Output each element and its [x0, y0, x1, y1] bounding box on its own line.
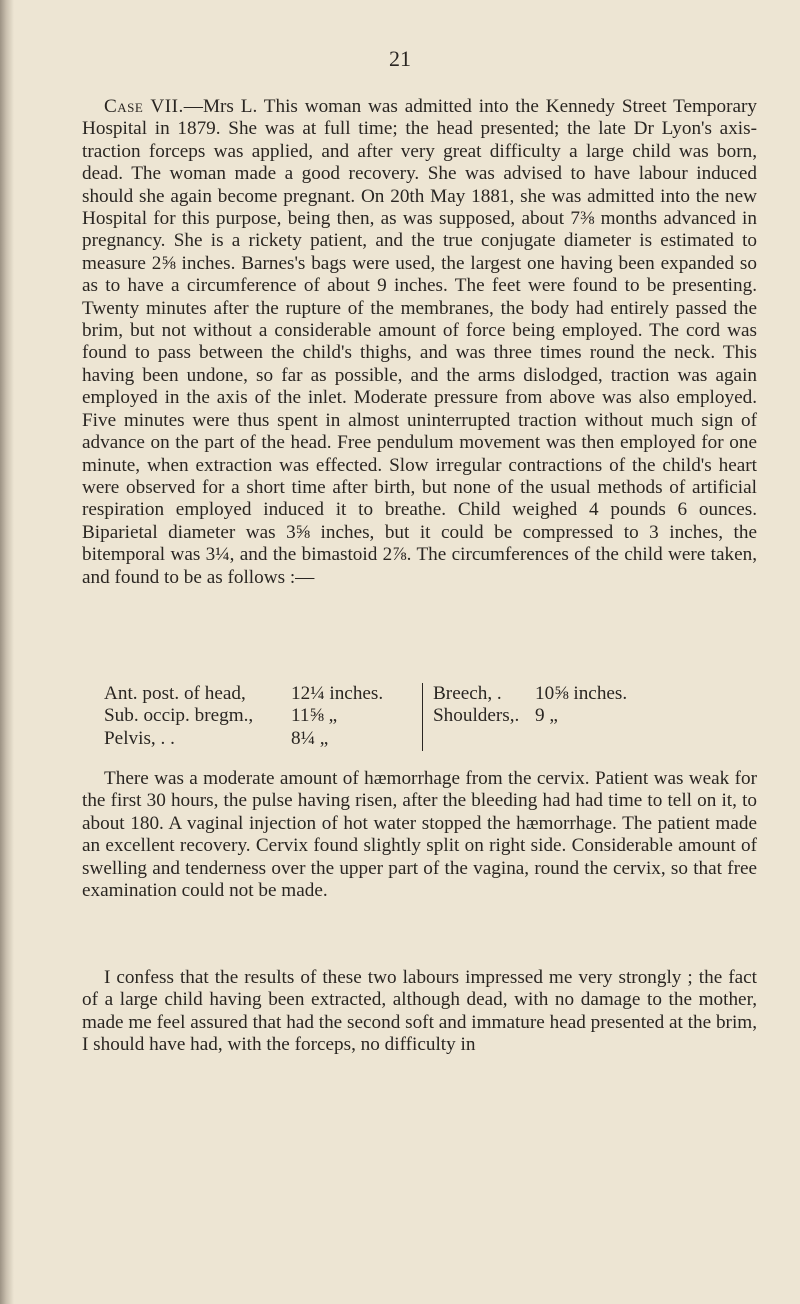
measurement-value: 9 „	[535, 705, 558, 727]
measurement-row	[433, 683, 753, 705]
measurement-value: 8¼ „	[291, 727, 329, 749]
paragraph-confession: I confess that the results of these two labours impressed me very strongly ; the fact of a large child having been extracted, although dead, with no damage to the mother, made me feel assured that had the second soft and immature head presented at the brim, I should have had, with the forceps, no difficulty in	[82, 967, 757, 1056]
measurement-value: 12¼ inches.	[291, 683, 384, 704]
measurement-row	[104, 728, 404, 750]
measurement-row	[104, 683, 404, 705]
measurements-right-column	[422, 683, 753, 751]
measurement-label: Breech, .	[433, 683, 502, 704]
page-number: 21	[389, 46, 411, 71]
measurement-row	[433, 705, 753, 727]
measurement-label: Shoulders,.	[433, 705, 520, 727]
case-label: Case VII.	[104, 96, 184, 117]
measurement-label: Sub. occip. bregm.,	[104, 705, 254, 727]
page-edge-shadow	[0, 0, 14, 1304]
measurements-left-column	[104, 683, 404, 750]
paragraph-haemorrhage: There was a moderate amount of hæmorrhage from the cervix. Patient was weak for the first 30 hours, the pulse having risen, after the bleeding had had time to tell on it, to about 180. A vaginal injection of hot water stopped the hæmorrhage. The patient made an excellent recovery. Cervix found slightly split on right side. Considerable amount of swelling and tenderness over the upper part of the vagina, round the cervix, so that free examination could not be made.	[82, 768, 757, 902]
measurement-row	[104, 705, 404, 727]
measurement-label: Pelvis, . .	[104, 727, 175, 749]
paragraph-case-vii	[82, 96, 757, 589]
measurement-value: 11⅝ „	[291, 705, 338, 727]
measurement-label: Ant. post. of head,	[104, 683, 246, 704]
measurement-value: 10⅝ inches.	[535, 683, 628, 704]
paragraph-case-vii-body: —Mrs L. This woman was admitted into the Kennedy Street Temporary Hospital in 1879. She was at full time; the head presented; the late Dr Lyon's axis-traction forceps was applied, and after very great difficulty a large child was born, dead. The woman made a good recovery. She was advised to have labour induced should she again become pregnant. On 20th May 1881, she was admitted into the new Hospital for this purpose, being then, as was supposed, about 7⅜ months advanced in pregnancy. She is a rickety patient, and the true conjugate diameter is estimated to measure 2⅝ inches. Barnes's bags were used, the largest one having been expanded so as to have a circumference of about 9 inches. The feet were found to be presenting. Twenty minutes after the rupture of the membranes, the body had entirely passed the brim, but not without a considerable amount of force being employed. The cord was found to pass between the child's thighs, and was three times round the neck. This having been undone, so far as possible, and the arms dislodged, traction was again employed in the axis of the inlet. Moderate pressure from above was also employed. Five minutes were thus spent in almost uninterrupted traction without much sign of advance on the part of the head. Free pendulum movement was then employed for one minute, when extraction was effected. Slow irregular contractions of the child's heart were observed for a short time after birth, but none of the usual methods of artificial respiration employed induced it to breathe. Child weighed 4 pounds 6 ounces. Biparietal diameter was 3⅝ inches, but it could be compressed to 3 inches, the bitemporal was 3¼, and the bimastoid 2⅞. The circumferences of the child were taken, and found to be as follows :—	[82, 96, 757, 588]
